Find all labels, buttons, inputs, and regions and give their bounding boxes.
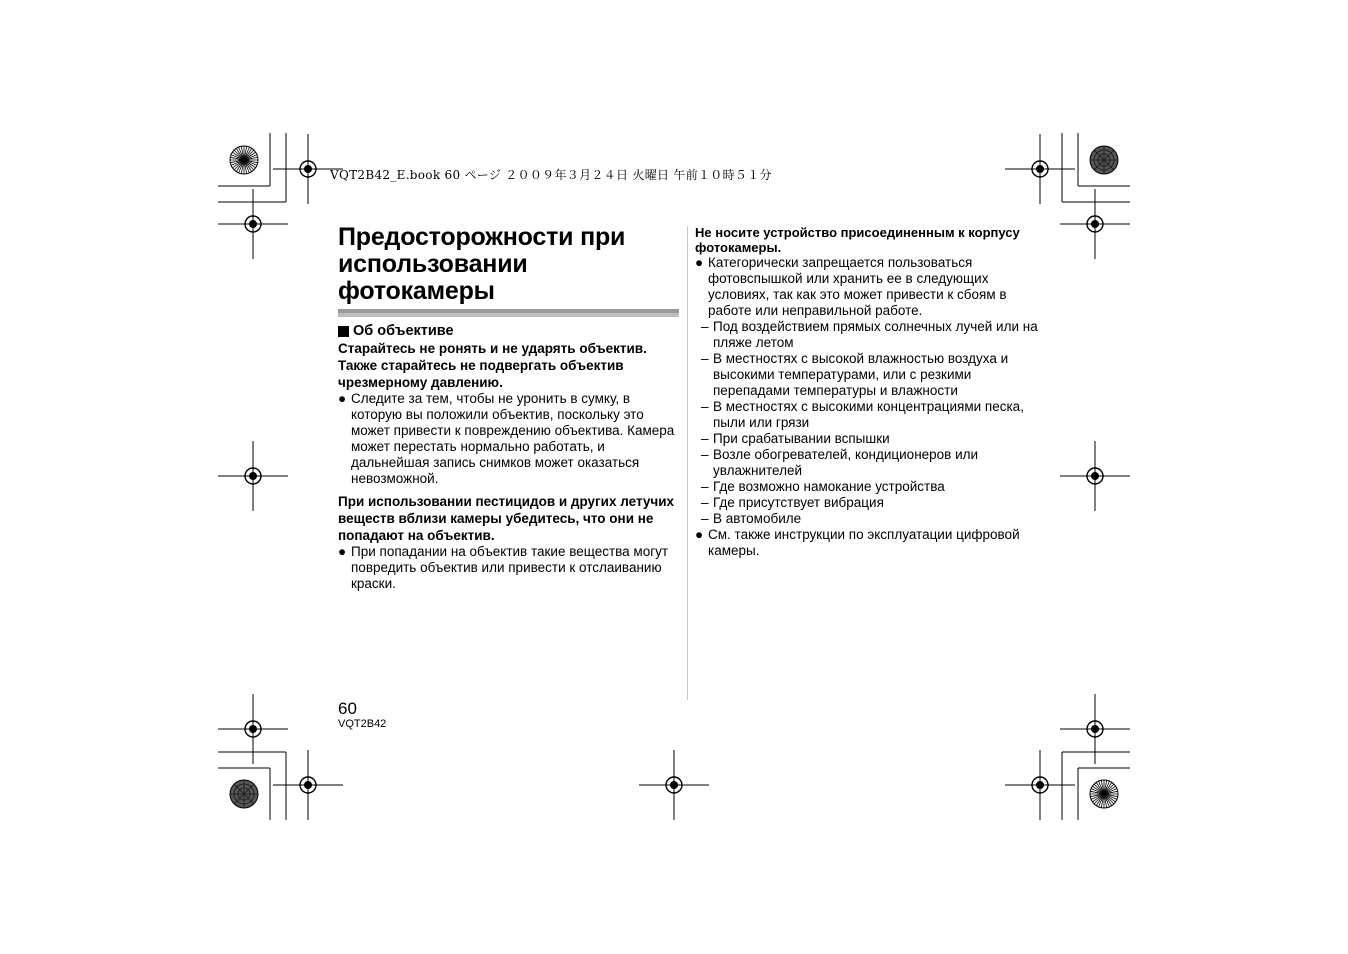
warning-bold-1: Старайтесь не ронять и не ударять объектив. Также старайтесь не подвергать объектив чрезмерному давлению. xyxy=(338,341,647,390)
dash-item xyxy=(695,447,1040,479)
bullet-marker: ● xyxy=(695,527,704,542)
dash-marker: – xyxy=(701,431,709,446)
dash-marker: – xyxy=(701,447,709,462)
bullet-item xyxy=(338,544,683,592)
dash-marker: – xyxy=(701,479,709,494)
dash-text: В местностях с высокой влажностью воздуха и высокими температурами, или с резкими перепадами температуры и влажности xyxy=(713,351,1009,398)
bullet-item xyxy=(338,391,683,487)
dash-marker: – xyxy=(701,319,709,334)
dash-item xyxy=(695,351,1040,399)
section-heading-text: Об объективе xyxy=(353,323,454,339)
section-heading xyxy=(338,323,683,340)
bullet-marker: ● xyxy=(695,255,704,270)
dash-text: Возле обогревателей, кондиционеров или увлажнителей xyxy=(713,447,979,478)
bullet-item xyxy=(695,527,1040,559)
left-column xyxy=(338,224,683,592)
right-heading: Не носите устройство присоединенным к корпусу фотокамеры. xyxy=(695,225,1020,255)
dash-item xyxy=(695,319,1040,351)
dash-item xyxy=(695,495,1040,511)
dash-marker: – xyxy=(701,399,709,414)
bullet-text: См. также инструкции по эксплуатации цифровой камеры. xyxy=(708,527,1020,558)
dash-item xyxy=(695,431,1040,447)
dash-text: Где присутствует вибрация xyxy=(713,495,884,510)
right-column xyxy=(695,225,1040,559)
square-bullet-icon xyxy=(338,326,349,337)
bullet-item xyxy=(695,255,1040,319)
page-number: 60 xyxy=(338,699,357,718)
title-underline-bar xyxy=(338,309,679,317)
dash-marker: – xyxy=(701,495,709,510)
warning-bold-2: При использовании пестицидов и других летучих веществ вблизи камеры убедитесь, что они не попадают на объектив. xyxy=(338,494,675,543)
dash-item xyxy=(695,511,1040,527)
bullet-text: Категорически запрещается пользоваться фотовспышкой или хранить ее в следующих условиях, так как это может привести к сбоям в работе или неправильной работе. xyxy=(708,255,1007,318)
dash-marker: – xyxy=(701,511,709,526)
dash-text: В автомобиле xyxy=(713,511,802,526)
model-code: VQT2B42 xyxy=(338,718,387,730)
dash-text: Где возможно намокание устройства xyxy=(713,479,945,494)
column-divider xyxy=(687,226,688,700)
print-header: VQT2B42_E.book 60 ページ ２００９年３月２４日 火曜日 午前１０時５１分 xyxy=(330,168,772,182)
dash-text: В местностях с высокими концентрациями песка, пыли или грязи xyxy=(713,399,1024,430)
bullet-marker: ● xyxy=(338,391,347,406)
dash-marker: – xyxy=(701,351,709,366)
title-line-1: Предосторожности при xyxy=(338,223,626,251)
dash-text: Под воздействием прямых солнечных лучей или на пляже летом xyxy=(713,319,1038,350)
bullet-marker: ● xyxy=(338,544,347,559)
title-line-2: использовании xyxy=(338,250,528,278)
dash-text: При срабатывании вспышки xyxy=(713,431,890,446)
dash-item xyxy=(695,399,1040,431)
page-title xyxy=(338,224,683,305)
bullet-text: Следите за тем, чтобы не уронить в сумку, в которую вы положили объектив, поскольку это может привести к повреждению объектива. Камера может перестать нормально работать, и дальнейшая запись снимков может оказаться невозможной. xyxy=(351,391,675,486)
dash-item xyxy=(695,479,1040,495)
bullet-text: При попадании на объектив такие вещества могут повредить объектив или привести к отслаиванию краски. xyxy=(351,544,669,591)
title-line-3: фотокамеры xyxy=(338,277,495,305)
